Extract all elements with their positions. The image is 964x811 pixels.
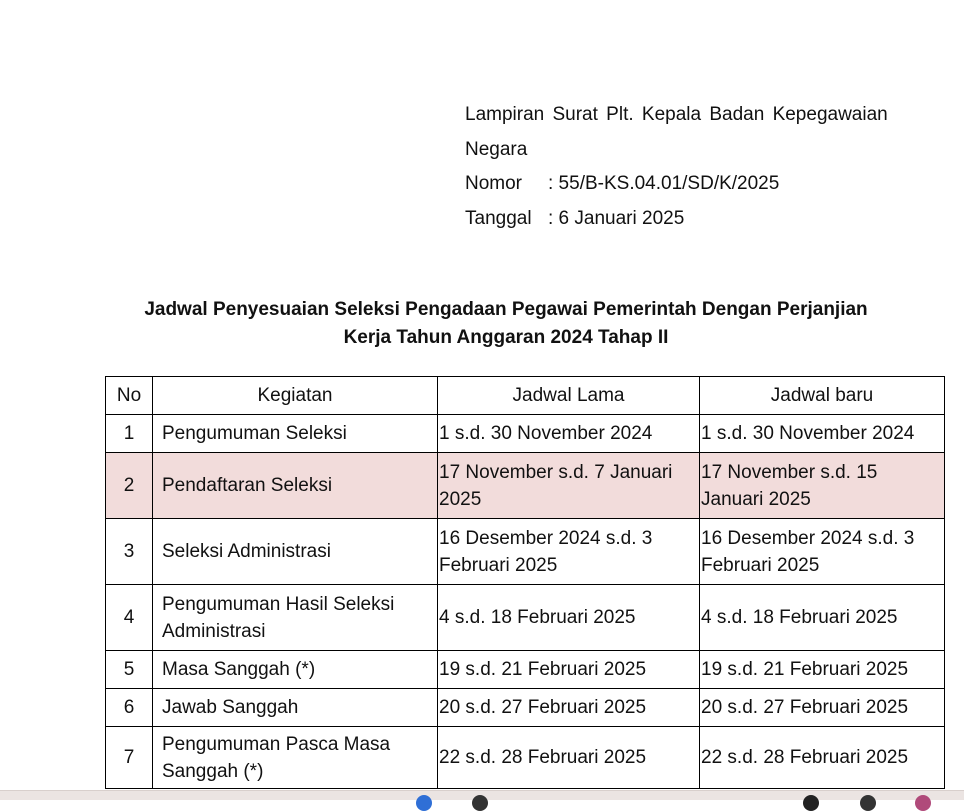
cell-kegiatan: Pengumuman Hasil Seleksi Administrasi	[153, 585, 438, 651]
cell-no: 7	[106, 727, 153, 789]
cell-no: 3	[106, 519, 153, 585]
attachment-line-1: Lampiran Surat Plt. Kepala Badan Kepegawaian	[465, 104, 888, 125]
table-row	[106, 727, 945, 789]
table-header-row	[106, 377, 945, 415]
cell-no: 6	[106, 689, 153, 727]
cell-jadwal-baru: 1 s.d. 30 November 2024	[700, 415, 945, 453]
table-row	[106, 415, 945, 453]
attachment-header	[465, 98, 888, 236]
taskbar-app-icon[interactable]	[860, 795, 876, 811]
table-row	[106, 519, 945, 585]
table-row	[106, 651, 945, 689]
cell-kegiatan: Seleksi Administrasi	[153, 519, 438, 585]
schedule-table	[105, 376, 945, 789]
table-row	[106, 689, 945, 727]
document-title	[0, 296, 964, 352]
header-jadwal-lama: Jadwal Lama	[438, 377, 700, 415]
cell-no: 2	[106, 453, 153, 519]
cell-jadwal-lama: 20 s.d. 27 Februari 2025	[438, 689, 700, 727]
header-no: No	[106, 377, 153, 415]
cell-no: 1	[106, 415, 153, 453]
cell-jadwal-baru: 20 s.d. 27 Februari 2025	[700, 689, 945, 727]
cell-kegiatan: Jawab Sanggah	[153, 689, 438, 727]
cell-no: 4	[106, 585, 153, 651]
taskbar-app-icon[interactable]	[915, 795, 931, 811]
cell-jadwal-lama: 4 s.d. 18 Februari 2025	[438, 585, 700, 651]
cell-kegiatan: Masa Sanggah (*)	[153, 651, 438, 689]
cell-jadwal-baru: 22 s.d. 28 Februari 2025	[700, 727, 945, 789]
header-kegiatan: Kegiatan	[153, 377, 438, 415]
title-line-1: Jadwal Penyesuaian Seleksi Pengadaan Pegawai Pemerintah Dengan Perjanjian	[144, 299, 868, 320]
cell-jadwal-lama: 16 Desember 2024 s.d. 3 Februari 2025	[438, 519, 700, 585]
nomor-label: Nomor	[465, 173, 523, 194]
cell-jadwal-baru: 16 Desember 2024 s.d. 3 Februari 2025	[700, 519, 945, 585]
tanggal-row	[465, 202, 888, 237]
taskbar-app-icon[interactable]	[416, 795, 432, 811]
cell-jadwal-lama: 17 November s.d. 7 Januari 2025	[438, 453, 700, 519]
nomor-row	[465, 167, 888, 202]
cell-jadwal-baru: 17 November s.d. 15 Januari 2025	[700, 453, 945, 519]
cell-no: 5	[106, 651, 153, 689]
attachment-line-2: Negara	[465, 138, 528, 160]
cell-kegiatan: Pengumuman Seleksi	[153, 415, 438, 453]
cell-jadwal-lama: 22 s.d. 28 Februari 2025	[438, 727, 700, 789]
cell-jadwal-baru: 4 s.d. 18 Februari 2025	[700, 585, 945, 651]
cell-kegiatan: Pengumuman Pasca Masa Sanggah (*)	[153, 727, 438, 789]
cell-jadwal-lama: 1 s.d. 30 November 2024	[438, 415, 700, 453]
table-row-highlighted	[106, 453, 945, 519]
cell-jadwal-lama: 19 s.d. 21 Februari 2025	[438, 651, 700, 689]
tanggal-label: Tanggal	[465, 207, 532, 229]
header-jadwal-baru: Jadwal baru	[700, 377, 945, 415]
taskbar-app-icon[interactable]	[803, 795, 819, 811]
title-line-2: Kerja Tahun Anggaran 2024 Tahap II	[343, 327, 669, 348]
nomor-value: : 55/B-KS.04.01/SD/K/2025	[548, 173, 780, 194]
cell-kegiatan: Pendaftaran Seleksi	[153, 453, 438, 519]
table-row	[106, 585, 945, 651]
cell-jadwal-baru: 19 s.d. 21 Februari 2025	[700, 651, 945, 689]
tanggal-value: : 6 Januari 2025	[548, 207, 685, 229]
taskbar-app-icon[interactable]	[472, 795, 488, 811]
